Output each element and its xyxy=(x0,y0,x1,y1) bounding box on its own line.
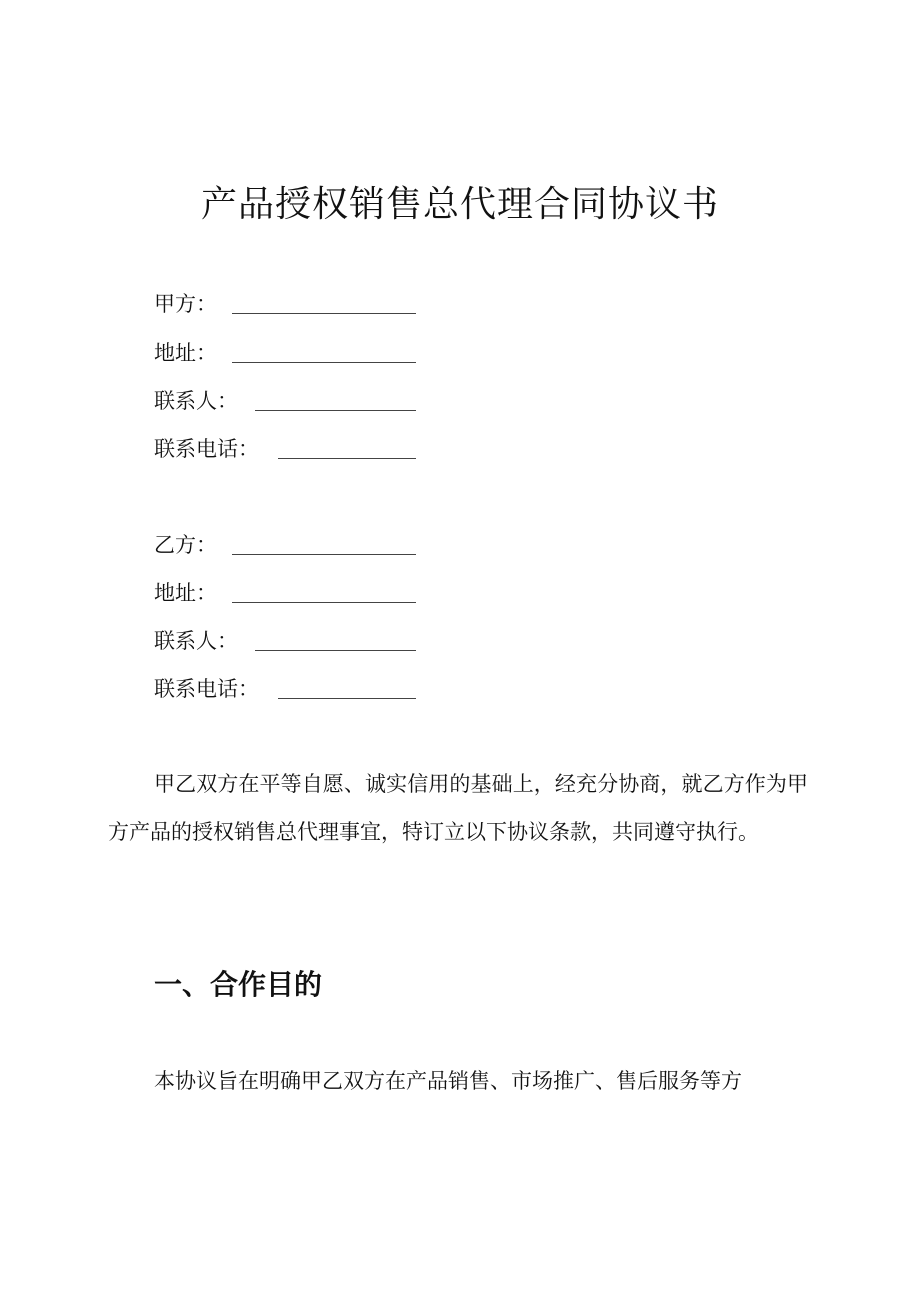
party-a-contact-label: 联系人： xyxy=(154,389,238,413)
party-b-address-label: 地址： xyxy=(154,581,217,605)
party-a-phone-blank xyxy=(278,458,416,459)
party-b-contact-blank xyxy=(255,650,416,651)
party-a-blank xyxy=(232,313,416,314)
party-a-phone-label: 联系电话： xyxy=(154,437,259,461)
party-b-contact-label: 联系人： xyxy=(154,629,238,653)
party-b-address-blank xyxy=(232,602,416,603)
party-b-label: 乙方： xyxy=(154,533,217,557)
section-body: 本协议旨在明确甲乙双方在产品销售、市场推广、售后服务等方 xyxy=(154,1069,742,1093)
party-b-phone-label: 联系电话： xyxy=(154,677,259,701)
party-a-contact-blank xyxy=(255,410,416,411)
section-heading: 一、合作目的 xyxy=(154,968,323,1001)
party-b-phone-blank xyxy=(278,698,416,699)
preamble-paragraph: 甲乙双方在平等自愿、诚实信用的基础上，经充分协商，就乙方作为甲方产品的授权销售总代理事宜，特订立以下协议条款，共同遵守执行。 xyxy=(108,772,808,844)
party-b-blank xyxy=(232,554,416,555)
party-a-address-label: 地址： xyxy=(154,341,217,365)
party-a-label: 甲方： xyxy=(154,292,217,316)
document-title: 产品授权销售总代理合同协议书 xyxy=(200,184,719,225)
party-a-address-blank xyxy=(232,362,416,363)
